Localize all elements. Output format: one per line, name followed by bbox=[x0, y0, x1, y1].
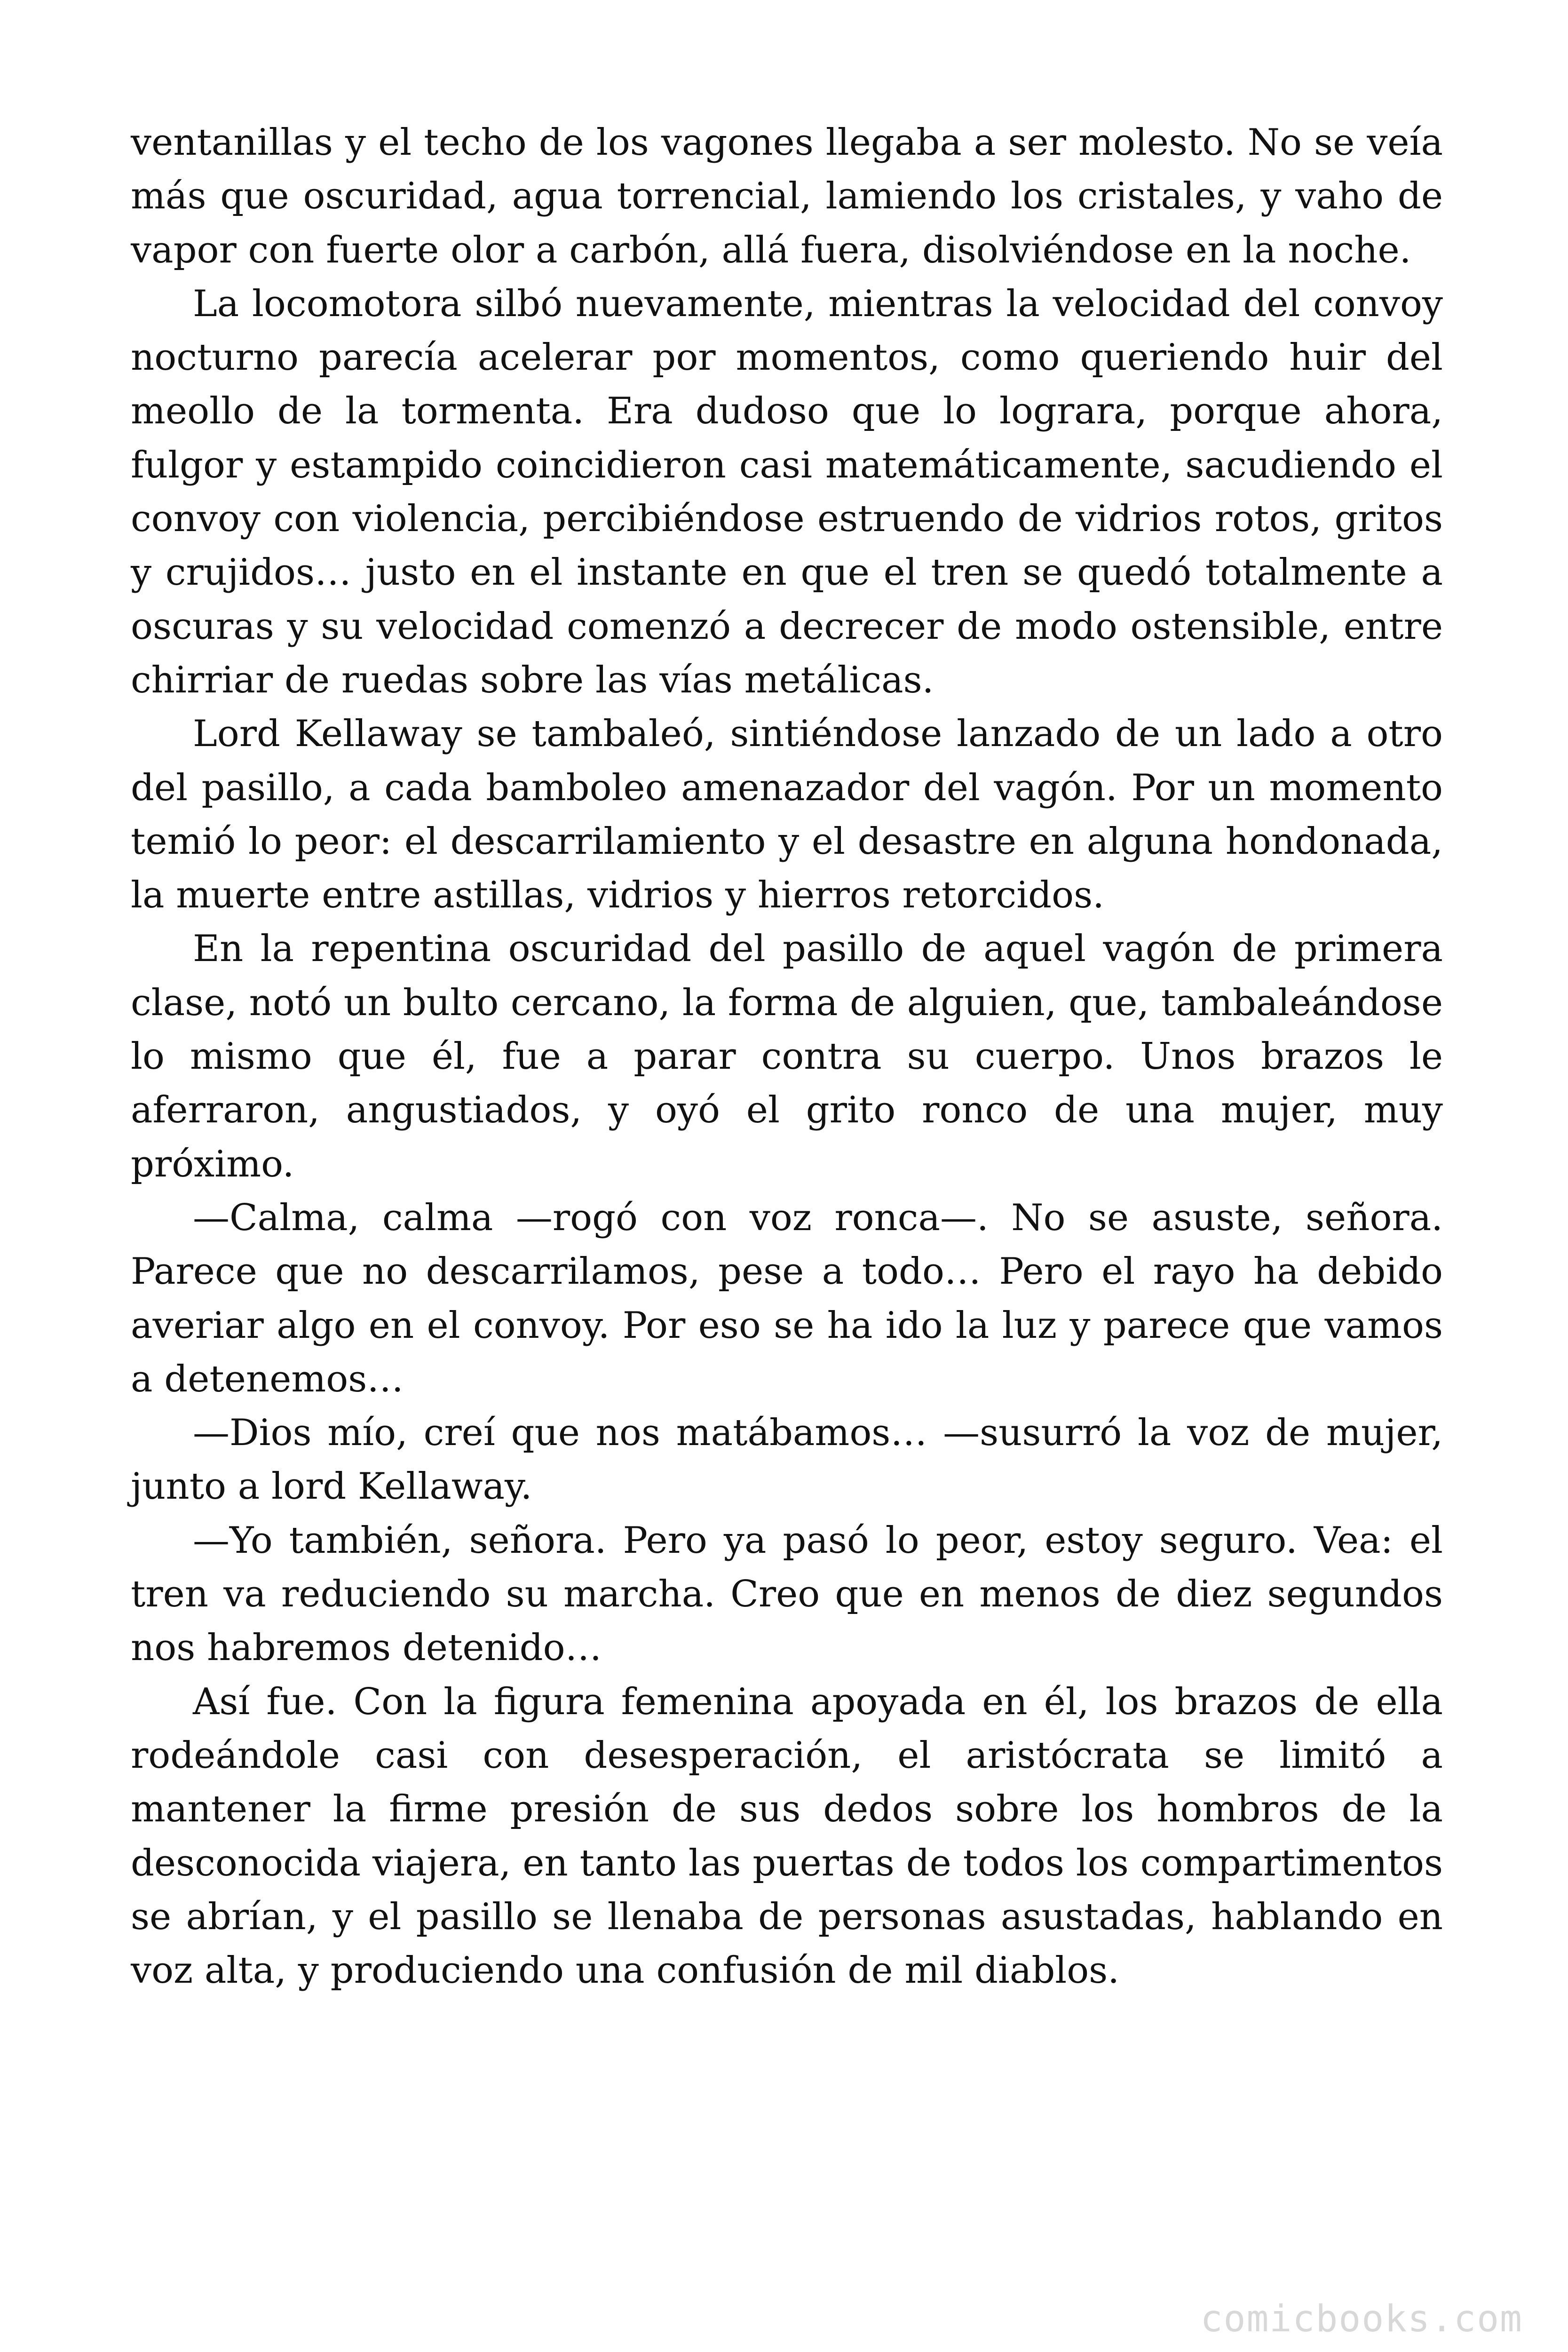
paragraph-8: Así fue. Con la figura femenina apoyada en él, los brazos de ella rodeándole casi con desesperación, el aristócrata se limitó a mantener la firme presión de sus dedos sobre los hombros de la desconocida viajera, en tanto las puertas de todos los compartimentos se abrían, y el pasillo se llenaba de personas asustadas, hablando en voz alta, y produciendo una confusión de mil diablos. bbox=[131, 1680, 1443, 1992]
watermark: comicbooks.com bbox=[1200, 2298, 1523, 2340]
paragraph-2: La locomotora silbó nuevamente, mientras la velocidad del convoy nocturno parecía acelerar por momentos, como queriendo huir del meollo de la tormenta. Era dudoso que lo lograra, porque ahora, fulgor y estampido coincidieron casi matemáticamente, sacudiendo el convoy con violencia, percibiéndose estruendo de vidrios rotos, gritos y crujidos… justo en el instante en que el tren se quedó totalmente a oscuras y su velocidad comenzó a decrecer de modo ostensible, entre chirriar de ruedas sobre las vías metálicas. bbox=[131, 282, 1443, 701]
paragraph-1: ventanillas y el techo de los vagones llegaba a ser molesto. No se veía más que oscuridad, agua torrencial, lamiendo los cristales, y vaho de vapor con fuerte olor a carbón, allá fuera, disolviéndose en la noche. bbox=[131, 121, 1443, 271]
body-text bbox=[131, 116, 1443, 1997]
paragraph-6: —Dios mío, creí que nos matábamos… —susurró la voz de mujer, junto a lord Kellaway. bbox=[131, 1412, 1443, 1508]
paragraph-5: —Calma, calma —rogó con voz ronca—. No se asuste, señora. Parece que no descarrilamos, pese a todo… Pero el rayo ha debido averiar algo en el convoy. Por eso se ha ido la luz y parece que vamos a detenemos… bbox=[131, 1196, 1443, 1400]
paragraph-3: Lord Kellaway se tambaleó, sintiéndose lanzado de un lado a otro del pasillo, a cada bamboleo amenazador del vagón. Por un momento temió lo peor: el descarrilamiento y el desastre en alguna hondonada, la muerte entre astillas, vidrios y hierros retorcidos. bbox=[131, 713, 1443, 917]
paragraph-4: En la repentina oscuridad del pasillo de aquel vagón de primera clase, notó un bulto cercano, la forma de alguien, que, tambaleándose lo mismo que él, fue a parar contra su cuerpo. Unos brazos le aferraron, angustiados, y oyó el grito ronco de una mujer, muy próximo. bbox=[131, 928, 1443, 1185]
paragraph-7: —Yo también, señora. Pero ya pasó lo peor, estoy seguro. Vea: el tren va reduciendo su marcha. Creo que en menos de diez segundos nos habremos detenido… bbox=[131, 1519, 1443, 1669]
